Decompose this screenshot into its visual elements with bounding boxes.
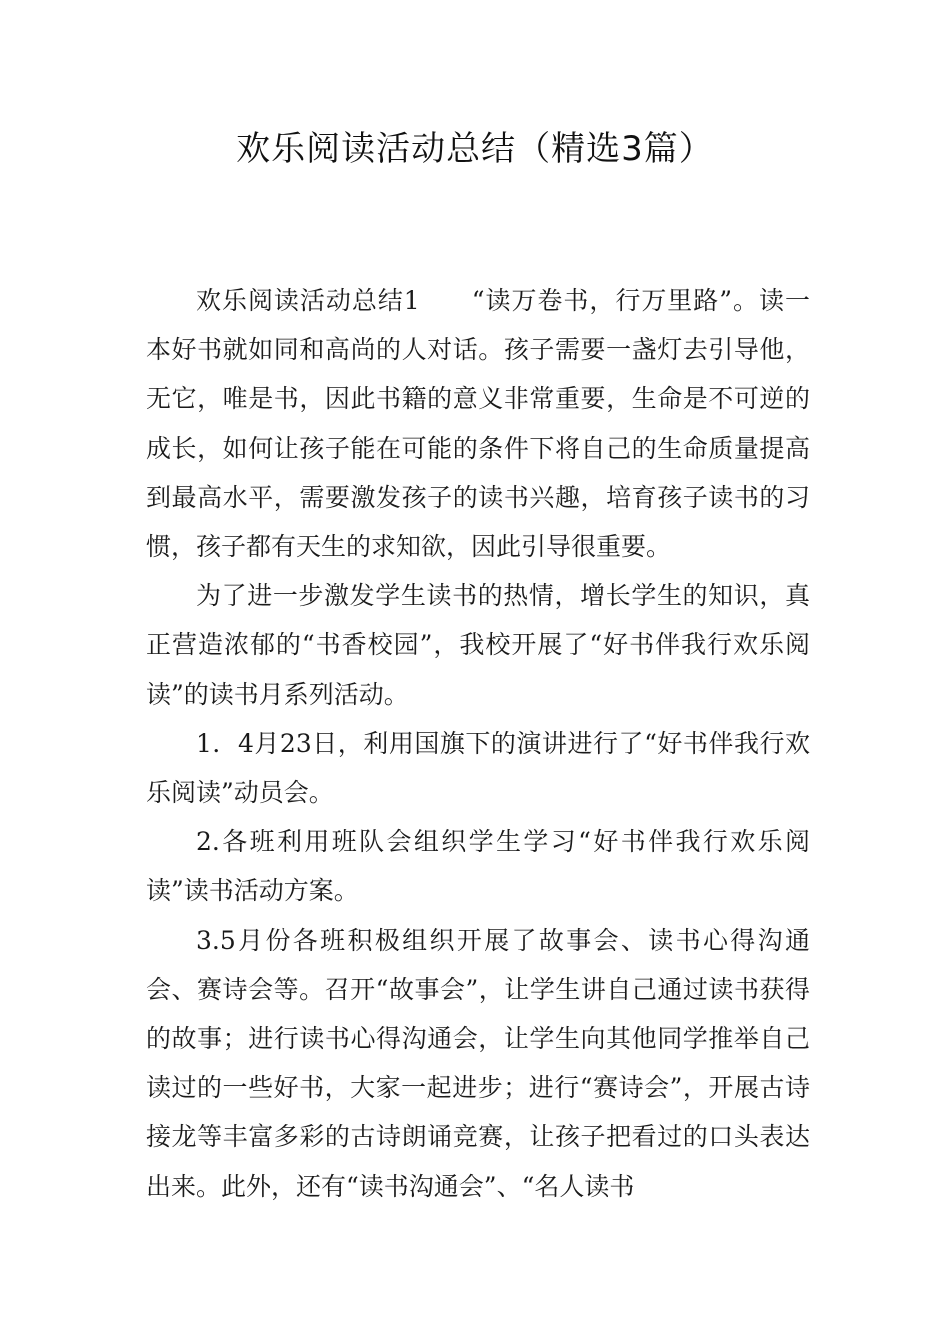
paragraph-1-text: “读万卷书，行万里路”。读一本好书就如同和高尚的人对话。孩子需要一盏灯去引导他，无它，唯是书，因此书籍的意义非常重要，生命是不可逆的成长，如何让孩子能在可能的条件下将自己的生命质量提高到最高水平，需要激发孩子的读书兴趣，培育孩子读书的习惯，孩子都有天生的求知欲，因此引导很重要。 (146, 286, 810, 562)
document-title: 欢乐阅读活动总结（精选3篇） (236, 129, 714, 169)
paragraph-5: 3.5月份各班积极组织开展了故事会、读书心得沟通会、赛诗会等。召开“故事会”，让学生讲自己通过读书获得的故事；进行读书心得沟通会，让学生向其他同学推举自己读过的一些好书，大家一起进步；进行“赛诗会”，开展古诗接龙等丰富多彩的古诗朗诵竞赛，让孩子把看过的口头表达出来。此外，还有“读书沟通会”、“名人读书 (146, 925, 810, 1201)
paragraph-4: 2.各班利用班队会组织学生学习“好书伴我行欢乐阅读”读书活动方案。 (146, 827, 810, 906)
paragraph-1 (146, 276, 810, 571)
document-body (146, 276, 810, 1211)
paragraph-1-lead: 欢乐阅读活动总结1 (196, 286, 420, 315)
paragraph-2: 为了进一步激发学生读书的热情，增长学生的知识，真正营造浓郁的“书香校园”，我校开展了“好书伴我行欢乐阅读”的读书月系列活动。 (146, 581, 810, 709)
paragraph-3: 1．4月23日，利用国旗下的演讲进行了“好书伴我行欢乐阅读”动员会。 (146, 728, 810, 808)
